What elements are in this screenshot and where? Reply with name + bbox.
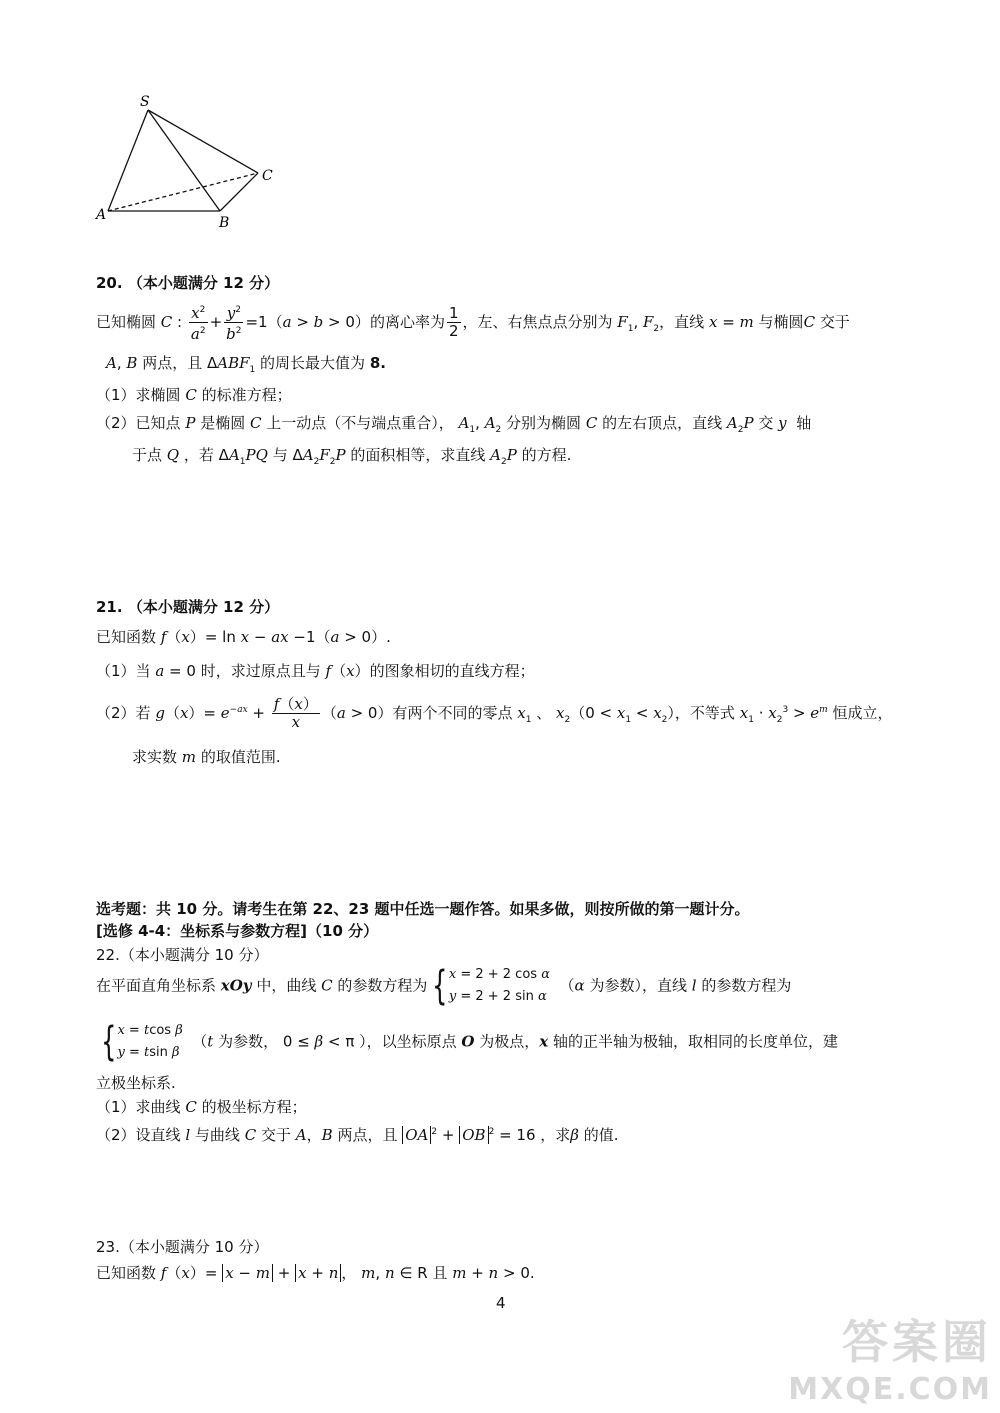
vertex-label-s: S	[140, 94, 150, 110]
vertex-label-c: C	[262, 168, 273, 184]
vertex-label-a: A	[96, 207, 107, 223]
q20-line1: 已知椭圆 C : $\frac{x^2}{a^2}$ + $\frac{y^2}{b^2}$ =1（a > b > 0）的离心率为 $\frac{1}{2}$ ，左、右焦点点分别为 $F_1$, $F_2$，直线 x = m 与椭圆C 交于	[96, 304, 850, 343]
q20-part2: （2）已知点 P 是椭圆 C 上一动点（不与端点重合）， $A_1$, $A_2$ 分别为椭圆 C 的左右顶点，直线 $A_2P$ 交 y 轴	[96, 414, 812, 435]
q20-line2: A, B 两点，且 $\Delta ABF_1$ 的周长最大值为 8.	[106, 354, 386, 375]
q21-part2: （2）若 $g(x)= e^{-ax}$ + $\frac{f(x)}{x}$ （a > 0）有两个不同的零点 $x_1$ 、 $x_2(0 < x_1 < x_2)$，不等式 $x_1 \cdot x_2^3 > e^m$ 恒成立，	[96, 695, 893, 731]
q23-line1: 已知函数 f（x）= x − m + x + n ， m, n ∈ R 且 m + n > 0.	[96, 1264, 535, 1282]
q21-part1: （1）当 a = 0 时，求过原点且与 f（x）的图象相切的直线方程；	[96, 662, 535, 680]
elective-instruction: 选考题：共 10 分。请考生在第 22、23 题中任选一题作答。如果多做，则按所做的第一题计分。	[96, 900, 750, 918]
q20-part1: （1）求椭圆 C 的标准方程；	[96, 386, 292, 404]
q21-part2-cont: 求实数 m 的取值范围.	[132, 748, 281, 766]
q20-heading: 20. （本小题满分 12 分）	[96, 274, 280, 292]
q21-line1: 已知函数 f（x）= ln x − ax −1（a > 0）.	[96, 628, 391, 646]
q22-heading: 22.（本小题满分 10 分）	[96, 946, 269, 964]
tetrahedron-figure	[90, 88, 290, 238]
page-number: 4	[496, 1294, 506, 1312]
q22-line2: {x = tcos β y = tsin β （t 为参数， 0 ≤ β < π ），以坐标原点 O 为极点，x 轴的正半轴为极轴，取相同的长度单位，建	[101, 1019, 839, 1065]
elective-section-title: [选修 4-4：坐标系与参数方程]（10 分）	[96, 922, 379, 940]
q23-heading: 23.（本小题满分 10 分）	[96, 1238, 269, 1256]
q22-line1: 在平面直角坐标系 xOy 中，曲线 C 的参数方程为 {x = 2 + 2 cos α y = 2 + 2 sin α （α 为参数），直线 l 的参数方程为	[96, 963, 792, 1009]
q21-heading: 21. （本小题满分 12 分）	[96, 598, 280, 616]
watermark-logo: 答案圈 MXQE.COM	[788, 1315, 992, 1407]
q22-line3: 立极坐标系.	[96, 1074, 176, 1092]
q22-part1: （1）求曲线 C 的极坐标方程；	[96, 1098, 307, 1116]
q22-part2: （2）设直线 l 与曲线 C 交于 A，B 两点，且 OA $^2$ + OB $^2$ = 16 ，求β 的值.	[96, 1126, 619, 1144]
q20-part2-cont: 于点 Q ，若 $\Delta A_1PQ$ 与 $\Delta A_2F_2P$ 的面积相等，求直线 $A_2P$ 的方程.	[132, 446, 572, 467]
vertex-label-b: B	[219, 215, 230, 231]
